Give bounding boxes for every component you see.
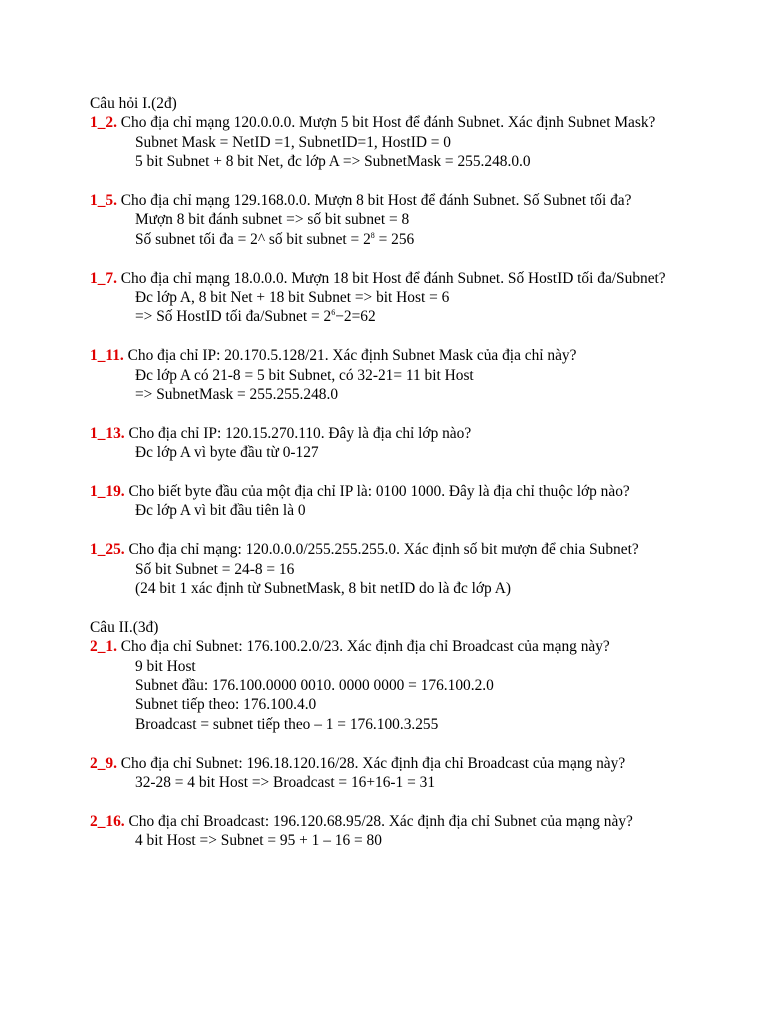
answer-line: Broadcast = subnet tiếp theo – 1 = 176.100.3.255 [135,715,439,733]
answer-line: 5 bit Subnet + 8 bit Net, đc lớp A => SubnetMask = 255.248.0.0 [135,153,531,171]
question-text: Cho địa chỉ IP: 20.170.5.128/21. Xác định Subnet Mask của địa chỉ này? [123,347,577,365]
answer-line: 4 bit Host => Subnet = 95 + 1 – 16 = 80 [135,832,382,850]
question-text: Cho địa chỉ mạng 129.168.0.0. Mượn 8 bit Host để đánh Subnet. Số Subnet tối đa? [116,192,632,210]
answer-line [90,307,690,326]
question-number: 1_19. [90,483,125,501]
answer-line: 32-28 = 4 bit Host => Broadcast = 16+16-1 = 31 [135,774,436,792]
question-2-16 [90,812,690,831]
question-1-11 [90,346,690,365]
answer-line: (24 bit 1 xác định từ SubnetMask, 8 bit netID do là đc lớp A) [135,580,511,598]
answer-line: Đc lớp A, 8 bit Net + 18 bit Subnet => bit Host = 6 [135,289,450,307]
question-number: 1_11. [90,347,124,365]
question-2-1 [90,637,690,656]
question-1-7 [90,269,690,288]
question-text: Cho địa chỉ mạng: 120.0.0.0/255.255.255.0. Xác định số bit mượn để chia Subnet? [124,541,639,559]
question-number: 2_16. [90,812,125,830]
section-2-heading: Câu II.(3đ) [90,618,159,636]
answer-text: −2=62 [335,308,376,326]
question-number: 1_2. [90,114,117,132]
question-text: Cho địa chỉ mạng 120.0.0.0. Mượn 5 bit Host để đánh Subnet. Xác định Subnet Mask? [116,114,656,132]
answer-line: => SubnetMask = 255.255.248.0 [135,386,339,404]
question-number: 1_25. [90,541,125,559]
exponent: 6 [331,308,336,318]
answer-line [90,230,690,249]
document-page [90,94,690,851]
answer-line: Đc lớp A vì bit đầu tiên là 0 [135,502,306,520]
section-1-heading: Câu hỏi I.(2đ) [90,95,177,112]
question-1-13 [90,424,690,443]
answer-line: 9 bit Host [135,657,196,675]
question-1-2 [90,113,690,132]
question-text: Cho địa chỉ Subnet: 196.18.120.16/28. Xác định địa chỉ Broadcast của mạng này? [116,754,626,772]
question-number: 1_13. [90,424,125,442]
answer-text: => Số HostID tối đa/Subnet = 2 [135,308,332,326]
exponent: 8 [370,230,375,240]
question-number: 1_5. [90,192,117,210]
question-2-9 [90,754,690,773]
question-number: 2_1. [90,638,117,656]
answer-line: Mượn 8 bit đánh subnet => số bit subnet = 8 [135,211,410,229]
question-text: Cho địa chỉ mạng 18.0.0.0. Mượn 18 bit Host để đánh Subnet. Số HostID tối đa/Subnet? [116,269,666,287]
answer-line: Đc lớp A có 21-8 = 5 bit Subnet, có 32-21= 11 bit Host [135,366,474,384]
question-text: Cho biết byte đầu của một địa chỉ IP là: 0100 1000. Đây là địa chỉ thuộc lớp nào? [124,483,630,501]
question-text: Cho địa chỉ Subnet: 176.100.2.0/23. Xác định địa chỉ Broadcast của mạng này? [116,638,610,656]
question-1-19 [90,482,690,501]
answer-line: Số bit Subnet = 24-8 = 16 [135,560,295,578]
answer-text: Số subnet tối đa = 2^ số bit subnet = 2 [135,230,371,248]
answer-line: Đc lớp A vì byte đầu từ 0-127 [135,444,319,462]
answer-line: Subnet Mask = NetID =1, SubnetID=1, HostID = 0 [135,133,452,151]
question-text: Cho địa chỉ IP: 120.15.270.110. Đây là địa chỉ lớp nào? [124,424,472,442]
answer-text: = 256 [374,230,415,248]
answer-line: Subnet đầu: 176.100.0000 0010. 0000 0000 = 176.100.2.0 [135,677,494,695]
question-text: Cho địa chỉ Broadcast: 196.120.68.95/28. Xác định địa chỉ Subnet của mạng này? [124,812,633,830]
question-number: 2_9. [90,754,117,772]
question-1-25 [90,540,690,559]
question-number: 1_7. [90,269,117,287]
question-1-5 [90,191,690,210]
answer-line: Subnet tiếp theo: 176.100.4.0 [135,696,317,714]
